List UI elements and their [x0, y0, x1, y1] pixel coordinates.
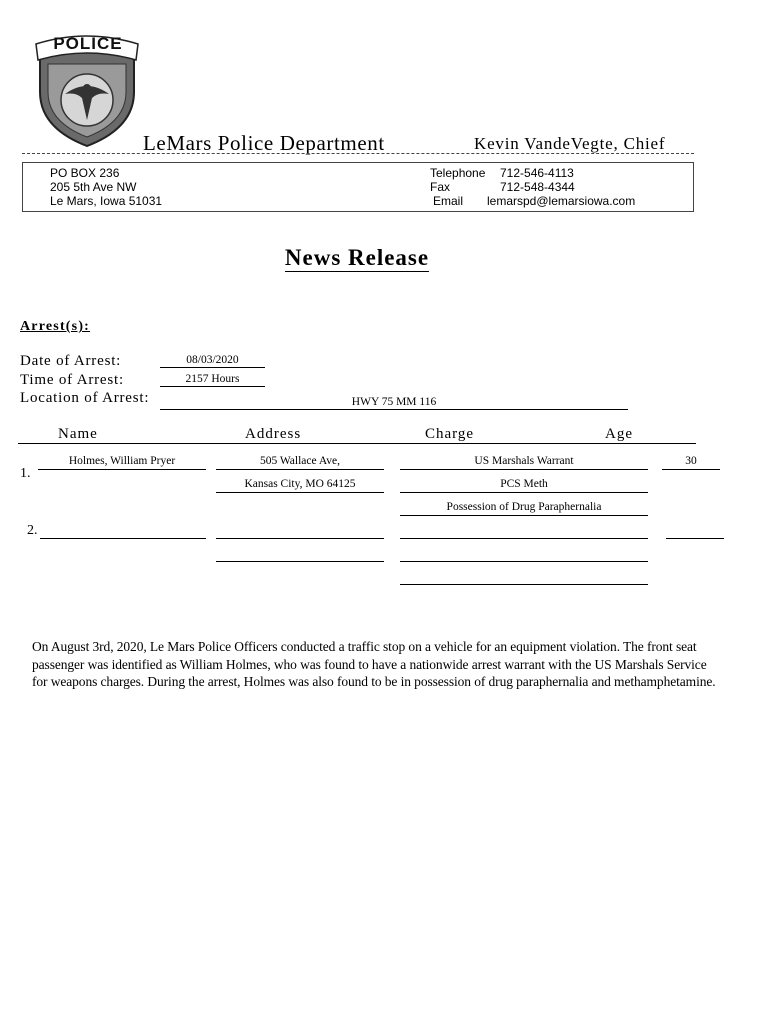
columns-divider [18, 443, 696, 444]
location-value: HWY 75 MM 116 [160, 395, 628, 410]
telephone-row [430, 166, 635, 180]
arrests-heading: Arrest(s): [20, 319, 91, 334]
blank-address-line [216, 561, 384, 562]
blank-address-line [216, 538, 384, 539]
contact-info [430, 166, 635, 208]
charge-item: PCS Meth [400, 477, 648, 493]
telephone-label: Telephone [430, 166, 486, 180]
address-line: 205 5th Ave NW [50, 180, 137, 194]
narrative-paragraph: On August 3rd, 2020, Le Mars Police Officers conducted a traffic stop on a vehicle for an equipment violation. The front seat passenger was identified as William Holmes, who was found to have a nationwide arrest warrant with the US Marshals Service for weapons charges. During the arrest, Holmes was also found to be in possession of drug paraphernalia and methamphetamine. [32, 639, 716, 689]
blank-charge-line [400, 584, 648, 585]
page-title [0, 245, 714, 271]
fax-label: Fax [430, 180, 451, 194]
email-row [430, 194, 635, 208]
charge-item: US Marshals Warrant [400, 454, 648, 470]
badge-text: POLICE [53, 34, 123, 53]
arrestee-address-line2: Kansas City, MO 64125 [216, 477, 384, 493]
address-line: PO BOX 236 [50, 166, 120, 180]
arrestee-name: Holmes, William Pryer [38, 454, 206, 470]
blank-charge-line [400, 538, 648, 539]
email-address[interactable]: lemarspd@lemarsiowa.com [487, 194, 636, 208]
mailing-address [50, 166, 162, 208]
chief-name: Kevin VandeVegte, Chief [474, 134, 666, 153]
time-value: 2157 Hours [160, 372, 265, 387]
page-title-text: News Release [284, 245, 430, 270]
fax-row [430, 180, 635, 194]
location-label: Location of Arrest: [20, 390, 150, 406]
blank-charge-line [400, 561, 648, 562]
blank-age-line [666, 538, 724, 539]
charge-item: Possession of Drug Paraphernalia [400, 500, 648, 516]
column-charge: Charge [425, 426, 475, 442]
entry-number: 2. [27, 523, 38, 538]
arrestee-age: 30 [662, 454, 720, 470]
address-line: Le Mars, Iowa 51031 [50, 194, 163, 208]
date-label: Date of Arrest: [20, 353, 122, 369]
telephone-number: 712-546-4113 [500, 166, 574, 180]
column-age: Age [605, 426, 633, 442]
arrestee-address-line1: 505 Wallace Ave, [216, 454, 384, 470]
email-label: Email [433, 194, 464, 208]
time-label: Time of Arrest: [20, 372, 124, 388]
date-value: 08/03/2020 [160, 353, 265, 368]
header-divider [22, 153, 694, 154]
column-name: Name [58, 426, 98, 442]
blank-name-line [40, 538, 206, 539]
entry-number: 1. [20, 466, 31, 481]
fax-number: 712-548-4344 [500, 180, 575, 194]
column-address: Address [245, 426, 302, 442]
police-badge-logo [32, 30, 142, 150]
department-name: LeMars Police Department [143, 131, 385, 155]
